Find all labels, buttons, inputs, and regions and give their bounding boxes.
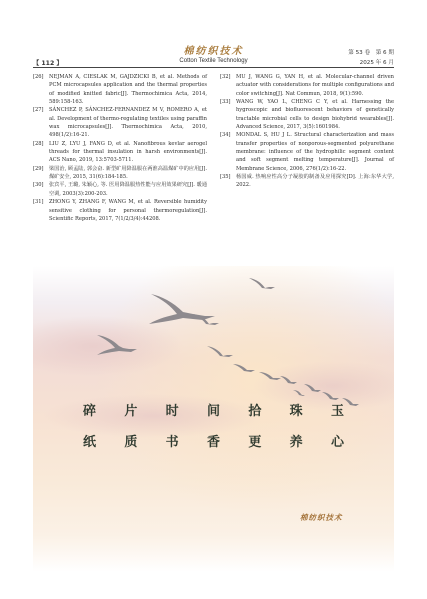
poem-char: 碎 <box>83 404 97 419</box>
journal-title-logo: 棉纺织技术 <box>183 46 244 57</box>
poem-char: 珠 <box>289 404 303 419</box>
reference-number: [27] <box>33 107 44 114</box>
poem-char: 更 <box>248 435 262 450</box>
reference-text: SÁNCHEZ P, SÁNCHEZ-FERNANDEZ M V, ROMERO A, et al. Development of thermo-regulating textiles using paraffin wax microcapsules[J]. Thermochimica Acta, 2010, 498(1/2):16-21. <box>49 107 207 139</box>
poem-char: 玉 <box>330 404 344 419</box>
reference-number: [29] <box>33 165 44 172</box>
poem-char: 拾 <box>248 404 262 419</box>
decorative-sky-illustration <box>33 266 394 572</box>
reference-item <box>33 165 207 182</box>
reference-number: [33] <box>220 99 231 106</box>
reference-item <box>220 131 394 173</box>
poem-char: 质 <box>124 435 138 450</box>
poem-char: 心 <box>330 435 344 450</box>
reference-number: [28] <box>33 140 44 147</box>
reference-text: WANG W, YAO L, CHENG C Y, et al. Harnessing the hygroscopic and biofluorescent behaviors of genetically tractable microbial cells to design biohybrid wearables[J]. Advanced Science, 2017, 3(5):1601984. <box>236 99 394 131</box>
reference-number: [34] <box>220 132 231 139</box>
header-divider <box>33 67 394 68</box>
poem-char: 片 <box>124 404 138 419</box>
reference-item <box>33 140 207 165</box>
reference-text: 张宾平, 王璐, 朱颖心, 等. 医用降温服热性能与应用效果研究[J]. 暖通空调, 2003(3):200-203. <box>49 182 207 197</box>
reference-text: MONDAL S, HU J L. Structural characterization and mass transfer properties of nonporous-segmented polyurethane membrane: influence of the hydrophilic segment content and soft segment melting temperature[J]. Journal of Membrane Science, 2006, 276(1/2):16-22. <box>236 132 394 172</box>
reference-text: 杨国威. 热响应性高分子凝胶的制备及应用探究[D]. 上海:东华大学, 2022. <box>236 174 394 189</box>
reference-text: ZHONG Y, ZHANG F, WANG M, et al. Reversible humidity sensitive clothing for personal thermoregulation[J]. Scientific Reports, 2017, 7(1/2/3/4):44208. <box>49 199 207 222</box>
references-right-column <box>220 73 394 190</box>
reference-item <box>33 198 207 223</box>
reference-text: LIU Z, LYU J, FANG D, et al. Nanofibrous kevlar aerogel threads for thermal insulation in harsh environments[J]. ACS Nano, 2019, 13:5703-5711. <box>49 140 207 164</box>
poem-char: 书 <box>165 435 179 450</box>
poem-char: 香 <box>206 435 220 450</box>
poem-char: 时 <box>165 404 179 419</box>
publication-date: 2025 年 6 月 <box>359 60 394 66</box>
poem-char: 间 <box>206 404 220 419</box>
page-header <box>0 0 427 66</box>
page-number: 【 112 】 <box>33 60 63 67</box>
reference-number: [26] <box>33 74 44 80</box>
reference-number: [35] <box>220 174 231 181</box>
poem-line-1 <box>33 400 394 419</box>
poem-line-2 <box>33 431 394 450</box>
reference-item <box>220 173 394 190</box>
poem-char: 纸 <box>83 435 97 450</box>
reference-item <box>220 73 394 98</box>
volume-issue: 第 53 卷 第 6 期 <box>348 50 394 56</box>
cranes-sky-image <box>33 266 394 572</box>
journal-logo-footer: 棉纺织技术 <box>300 513 343 522</box>
reference-number: [31] <box>33 199 44 206</box>
poem-char: 养 <box>289 435 303 450</box>
journal-title-english: Cotton Textile Technology <box>179 58 248 64</box>
reference-text: NEJMAN A, CIESLAK M, GAJDZICKI B, et al. Methods of PCM microcapsules application and the thermal properties of modified knitted fabric[J]. Thermochimica Acta, 2014, 589:158-163. <box>49 74 207 106</box>
reference-text: 梁国治, 顾孟陆, 郭会奋. 新型矿用降温服在两淮高温煤矿中的应用[J]. 煤矿安全, 2015, 31(6):184-185. <box>49 165 207 181</box>
reference-number: [32] <box>220 74 231 80</box>
reference-item <box>33 106 207 139</box>
reference-item <box>33 181 207 198</box>
references-left-column <box>33 73 207 223</box>
reference-text: MU J, WANG G, YAN H, et al. Molecular-channel driven actuator with considerations for multiple configurations and color switching[J]. Nat Commun, 2018, 9(1):590. <box>236 74 394 97</box>
reference-number: [30] <box>33 182 44 189</box>
reference-item <box>220 98 394 131</box>
reference-item <box>33 73 207 106</box>
